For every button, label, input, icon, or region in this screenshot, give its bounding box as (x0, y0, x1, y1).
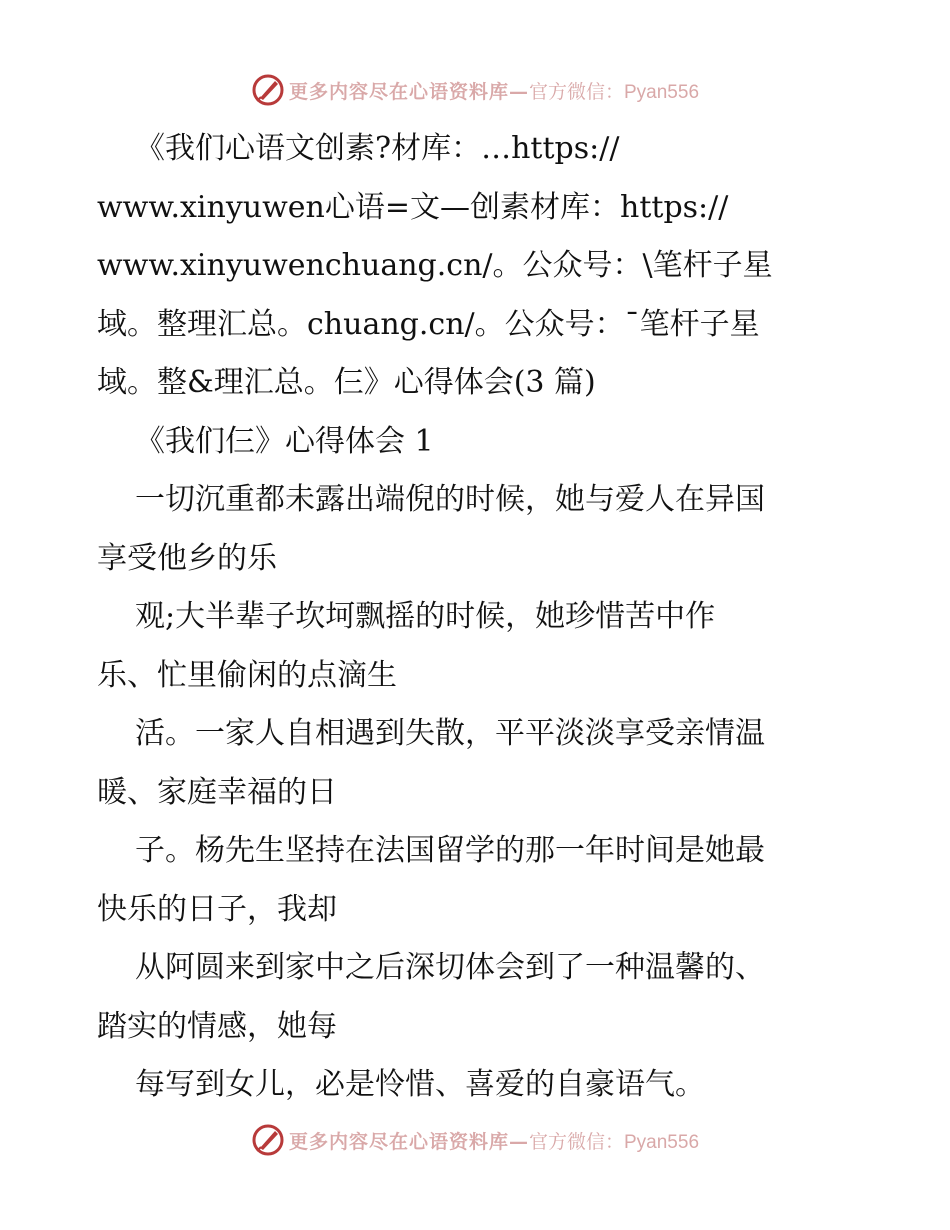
body-line: 享受他乡的乐 (97, 540, 277, 576)
body-line: 快乐的日子，我却 (97, 891, 337, 927)
body-line: www.xinyuwen心语=文—创素材库：https:// (97, 189, 729, 225)
quill-pen-logo-icon (251, 73, 285, 107)
body-line: 活。一家人自相遇到失散，平平淡淡享受亲情温 (135, 716, 765, 751)
body-line: 域。整&理汇总。仨》心得体会(3 篇) (97, 365, 596, 400)
document-body (97, 120, 857, 1115)
body-line: 《我们心语文创素?材库：…https:// (135, 131, 620, 166)
body-line: 乐、忙里偷闲的点滴生 (97, 657, 397, 693)
footer-watermark (0, 1122, 950, 1158)
body-line: www.xinyuwenchuang.cn/。公众号：\笔杆子星 (97, 248, 773, 283)
footer-wechat-text: 官方微信：Pyan556 (529, 1131, 700, 1153)
body-line: 一切沉重都未露出端倪的时候，她与爱人在异国 (135, 482, 765, 517)
body-line: 从阿圆来到家中之后深切体会到了一种温馨的、 (135, 950, 765, 985)
body-line: 子。杨先生坚持在法国留学的那一年时间是她最 (135, 833, 765, 868)
section-heading: 《我们仨》心得体会 1 (135, 423, 434, 459)
body-line: 踏实的情感，她每 (97, 1008, 337, 1044)
header-wechat-text: 官方微信：Pyan556 (529, 81, 700, 103)
header-watermark (0, 72, 950, 108)
quill-pen-logo-icon (251, 1123, 285, 1157)
body-line: 暖、家庭幸福的日 (97, 774, 337, 810)
body-line: 每写到女儿，必是怜惜、喜爱的自豪语气。 (135, 1067, 705, 1102)
body-line: 域。整理汇总。chuang.cn/。公众号：¯笔杆子星 (97, 306, 760, 342)
footer-promo-text: 更多内容尽在心语资料库— (288, 1130, 529, 1153)
header-promo-text: 更多内容尽在心语资料库— (288, 80, 529, 103)
body-line: 观;大半辈子坎坷飘摇的时候，她珍惜苦中作 (135, 599, 716, 634)
